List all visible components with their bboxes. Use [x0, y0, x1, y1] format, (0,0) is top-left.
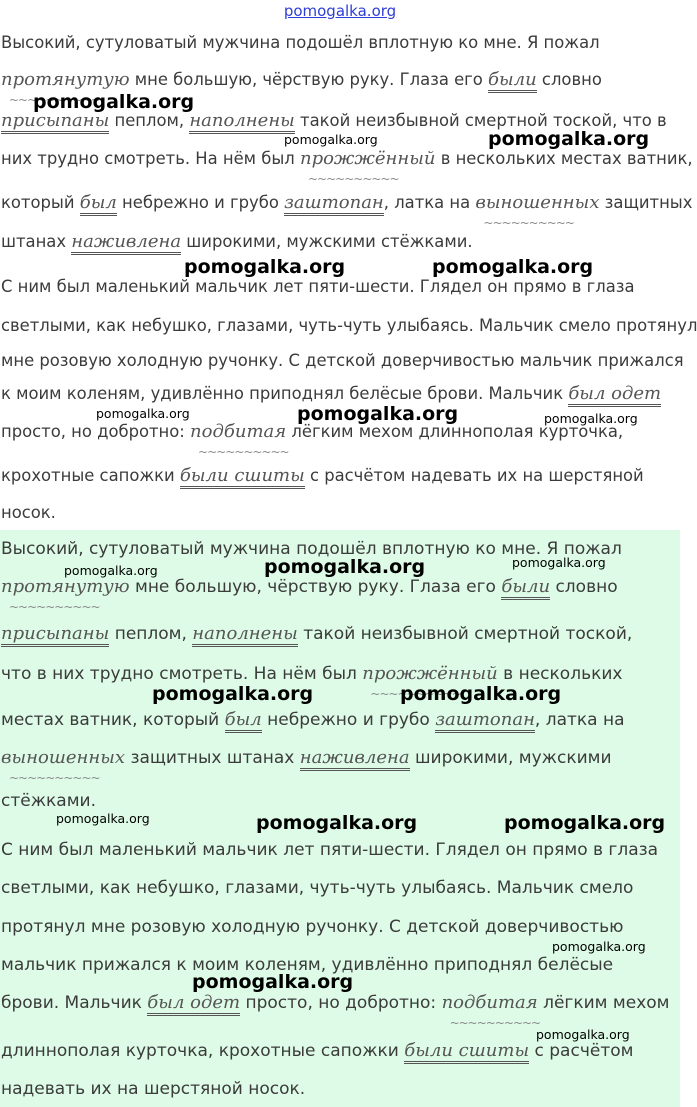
- text-line: мальчик прижался к моим коленям, удивлённо приподнял белёсые: [1, 955, 614, 975]
- text-line: что в них трудно смотреть. На нём был прожжённый ~~~~~ в нескольких: [1, 663, 622, 685]
- text-line: штанах наживлена широкими, мужскими стёжками.: [1, 231, 473, 255]
- watermark: pomogalka.org: [297, 403, 459, 425]
- predicate-word: был: [225, 710, 262, 733]
- predicate-word: были: [501, 577, 550, 600]
- watermark: pomogalka.org: [184, 256, 346, 278]
- predicate-word: присыпаны: [1, 111, 109, 134]
- text-line: носок.: [1, 503, 56, 522]
- predicate-word: были: [488, 70, 537, 93]
- text-line: крохотные сапожки были сшиты с расчётом надевать их на шерстяной: [1, 465, 644, 489]
- text-line: стёжками.: [1, 791, 96, 811]
- predicate-word: был одет: [568, 384, 661, 407]
- text-line: С ним был маленький мальчик лет пяти-шести. Глядел он прямо в глаза: [1, 840, 659, 860]
- participle-word: подбитая ~~~~~: [442, 992, 538, 1014]
- text-line: местах ватник, который был небрежно и грубо заштопан, латка на: [1, 709, 625, 733]
- site-link[interactable]: pomogalka.org: [283, 2, 397, 20]
- watermark: pomogalka.org: [192, 971, 354, 993]
- text-line: протянутую ~~~~~ мне большую, чёрствую руку. Глаза его были словно: [1, 69, 602, 93]
- watermark: pomogalka.org: [504, 812, 666, 834]
- predicate-word: были сшиты: [180, 466, 305, 489]
- text-block-copy: [0, 530, 680, 1107]
- watermark: pomogalka.org: [512, 555, 606, 570]
- text-line: выношенных ~~~~~ защитных штанах наживлена широкими, мужскими: [1, 747, 612, 771]
- text-line: них трудно смотреть. На нём был прожжённый ~~~~~ в нескольких местах ватник,: [1, 148, 693, 170]
- participle-word: протянутую ~~~~~: [1, 576, 130, 598]
- predicate-word: наживлена: [300, 748, 410, 771]
- text-line: светлыми, как небушко, глазами, чуть-чуть улыбаясь. Мальчик смело протянул: [1, 316, 697, 335]
- text-line: длиннополая курточка, крохотные сапожки были сшиты с расчётом: [1, 1040, 633, 1064]
- watermark: pomogalka.org: [264, 556, 426, 578]
- text-line: присыпаны пеплом, наполнены такой неизбывной смертной тоской,: [1, 623, 632, 647]
- participle-word: протянутую ~~~~~: [1, 69, 130, 91]
- text-line: Высокий, сутуловатый мужчина подошёл вплотную ко мне. Я пожал: [1, 33, 600, 52]
- text-line: к моим коленям, удивлённо приподнял белёсые брови. Мальчик был одет: [1, 383, 661, 407]
- watermark: pomogalka.org: [33, 91, 195, 113]
- predicate-word: наполнены: [189, 111, 295, 134]
- text-line: который был небрежно и грубо заштопан, латка на выношенных ~~~~~ защитных: [1, 192, 692, 216]
- participle-word: прожжённый ~~~~~: [362, 663, 498, 685]
- watermark: pomogalka.org: [56, 811, 150, 826]
- participle-word: выношенных ~~~~~: [1, 747, 125, 769]
- predicate-word: были сшиты: [404, 1041, 529, 1064]
- text-line: Высокий, сутуловатый мужчина подошёл вплотную ко мне. Я пожал: [1, 539, 622, 559]
- watermark: pomogalka.org: [152, 683, 314, 705]
- predicate-word: заштопан: [284, 193, 384, 216]
- predicate-word: был: [80, 193, 117, 216]
- text-line: надевать их на шерстяной носок.: [1, 1079, 306, 1099]
- watermark: pomogalka.org: [284, 132, 378, 147]
- watermark: pomogalka.org: [544, 411, 638, 426]
- predicate-word: наполнены: [192, 624, 298, 647]
- text-line: просто, но добротно: подбитая ~~~~~ лёгким мехом длиннополая курточка,: [1, 421, 623, 443]
- text-line: С ним был маленький мальчик лет пяти-шести. Глядел он прямо в глаза: [1, 277, 635, 296]
- watermark: pomogalka.org: [256, 812, 418, 834]
- text-line: присыпаны пеплом, наполнены такой неизбывной смертной тоской, что в: [1, 110, 667, 134]
- participle-word: подбитая ~~~~~: [190, 421, 286, 443]
- predicate-word: заштопан: [435, 710, 535, 733]
- predicate-word: присыпаны: [1, 624, 109, 647]
- watermark: pomogalka.org: [64, 563, 158, 578]
- watermark: pomogalka.org: [488, 128, 650, 150]
- text-block-original: [0, 28, 697, 528]
- text-line: протянул мне розовую холодную ручонку. С детской доверчивостью: [1, 917, 624, 937]
- participle-word: прожжённый ~~~~~: [300, 148, 436, 170]
- text-line: светлыми, как небушко, глазами, чуть-чуть улыбаясь. Мальчик смело: [1, 878, 634, 898]
- text-line: протянутую ~~~~~ мне большую, чёрствую руку. Глаза его были словно: [1, 576, 618, 600]
- watermark: pomogalka.org: [552, 939, 646, 954]
- text-line: брови. Мальчик был одет просто, но добротно: подбитая ~~~~~ лёгким мехом: [1, 992, 669, 1016]
- watermark: pomogalka.org: [400, 683, 562, 705]
- watermark: pomogalka.org: [96, 406, 190, 421]
- predicate-word: был одет: [147, 993, 240, 1016]
- predicate-word: наживлена: [71, 232, 181, 255]
- text-line: мне розовую холодную ручонку. С детской доверчивостью мальчик прижался: [1, 351, 684, 370]
- watermark: pomogalka.org: [432, 256, 594, 278]
- participle-word: выношенных ~~~~~: [475, 192, 599, 214]
- watermark: pomogalka.org: [536, 1027, 630, 1042]
